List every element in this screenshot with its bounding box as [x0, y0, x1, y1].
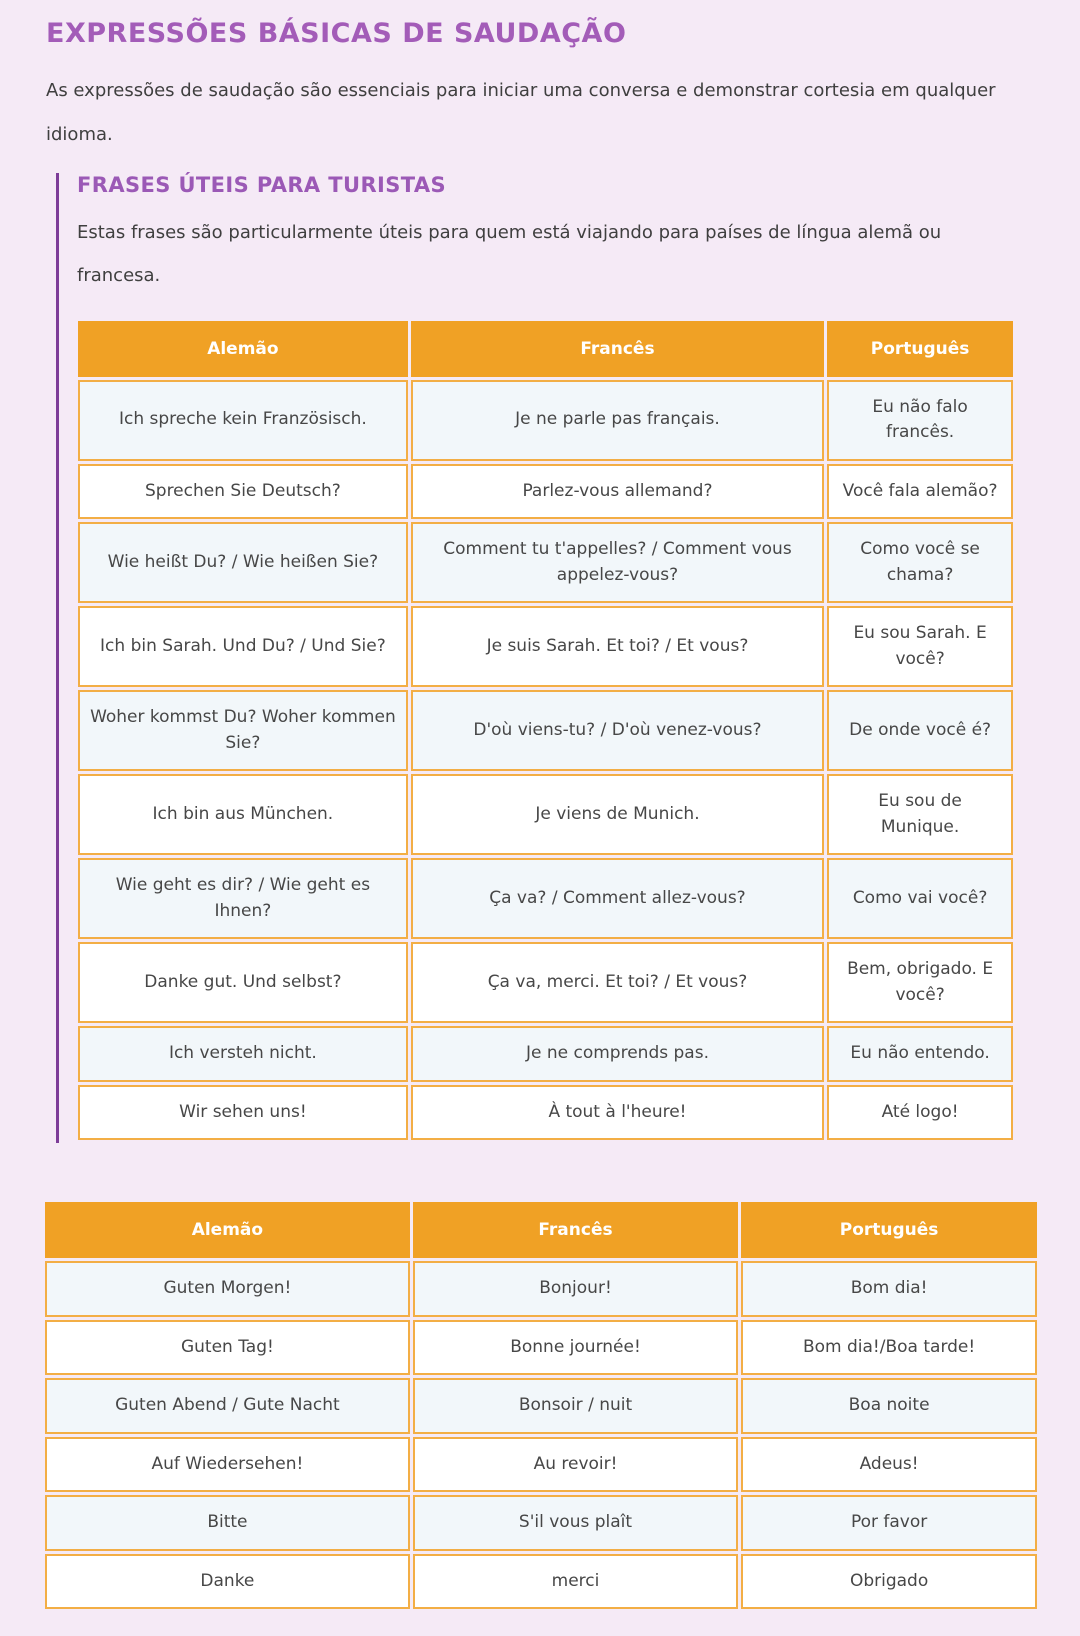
table-cell: Au revoir! [413, 1437, 738, 1493]
section-heading: FRASES ÚTEIS PARA TURISTAS [77, 173, 447, 198]
table-cell: Comment tu t'appelles? / Comment vous appelez-vous? [411, 522, 824, 603]
table-cell: S'il vous plaît [413, 1495, 738, 1551]
column-header: Português [741, 1202, 1037, 1258]
table-cell: Guten Morgen! [45, 1261, 410, 1317]
table-cell: Por favor [741, 1495, 1037, 1551]
table-cell: merci [413, 1554, 738, 1610]
table-row [78, 380, 1013, 461]
table-cell: Como vai você? [827, 858, 1013, 939]
table-row [78, 774, 1013, 855]
table-row [78, 942, 1013, 1023]
table-cell: Eu não falo francês. [827, 380, 1013, 461]
table-cell: Auf Wiedersehen! [45, 1437, 410, 1493]
intro-paragraph: As expressões de saudação são essenciais para iniciar uma conversa e demonstrar cortesia em qualquer idioma. [46, 80, 996, 146]
table-row [45, 1378, 1037, 1434]
table-row [45, 1261, 1037, 1317]
table-cell: Wie heißt Du? / Wie heißen Sie? [78, 522, 408, 603]
table-cell: Boa noite [741, 1378, 1037, 1434]
table-header-row [45, 1202, 1037, 1258]
table-cell: Wie geht es dir? / Wie geht es Ihnen? [78, 858, 408, 939]
table-cell: Guten Tag! [45, 1320, 410, 1376]
table-cell: Sprechen Sie Deutsch? [78, 464, 408, 520]
column-header: Alemão [78, 321, 408, 377]
table-cell: De onde você é? [827, 690, 1013, 771]
table-row [78, 606, 1013, 687]
table-cell: Ich bin Sarah. Und Du? / Und Sie? [78, 606, 408, 687]
table-cell: D'où viens-tu? / D'où venez-vous? [411, 690, 824, 771]
table-spacer [42, 1169, 1040, 1199]
table-cell: Guten Abend / Gute Nacht [45, 1378, 410, 1434]
table-cell: Eu sou Sarah. E você? [827, 606, 1013, 687]
table-cell: Danke gut. Und selbst? [78, 942, 408, 1023]
table-cell: Parlez-vous allemand? [411, 464, 824, 520]
table-cell: Bonjour! [413, 1261, 738, 1317]
table-cell: Woher kommst Du? Woher kommen Sie? [78, 690, 408, 771]
table-row [78, 522, 1013, 603]
table-cell: Eu sou de Munique. [827, 774, 1013, 855]
table-cell: Je suis Sarah. Et toi? / Et vous? [411, 606, 824, 687]
table-row [45, 1437, 1037, 1493]
table-cell: Ich bin aus München. [78, 774, 408, 855]
table-cell: Obrigado [741, 1554, 1037, 1610]
table-cell: Bonsoir / nuit [413, 1378, 738, 1434]
table-cell: Bitte [45, 1495, 410, 1551]
table-cell: Ça va, merci. Et toi? / Et vous? [411, 942, 824, 1023]
table-cell: Adeus! [741, 1437, 1037, 1493]
greetings-table [42, 1199, 1040, 1612]
table-header-row [78, 321, 1013, 377]
table-row [45, 1554, 1037, 1610]
table-cell: Je ne comprends pas. [411, 1026, 824, 1082]
table-cell: Como você se chama? [827, 522, 1013, 603]
column-header: Português [827, 321, 1013, 377]
column-header: Alemão [45, 1202, 410, 1258]
table-cell: Ich versteh nicht. [78, 1026, 408, 1082]
table-cell: À tout à l'heure! [411, 1085, 824, 1141]
tourist-phrases-table [75, 318, 1016, 1144]
table-row [78, 690, 1013, 771]
table-cell: Bom dia!/Boa tarde! [741, 1320, 1037, 1376]
column-header: Francês [411, 321, 824, 377]
table-cell: Wir sehen uns! [78, 1085, 408, 1141]
table-cell: Bom dia! [741, 1261, 1037, 1317]
table-row [45, 1495, 1037, 1551]
table-cell: Bonne journée! [413, 1320, 738, 1376]
table-cell: Até logo! [827, 1085, 1013, 1141]
table-row [78, 1026, 1013, 1082]
column-header: Francês [413, 1202, 738, 1258]
table-cell: Ça va? / Comment allez-vous? [411, 858, 824, 939]
table-cell: Você fala alemão? [827, 464, 1013, 520]
table-row [45, 1320, 1037, 1376]
table-cell: Je viens de Munich. [411, 774, 824, 855]
table-cell: Eu não entendo. [827, 1026, 1013, 1082]
table-row [78, 464, 1013, 520]
table-cell: Je ne parle pas français. [411, 380, 824, 461]
table-row [78, 858, 1013, 939]
tourist-phrases-section [56, 173, 1016, 1143]
table-row [78, 1085, 1013, 1141]
table-cell: Danke [45, 1554, 410, 1610]
section-description: Estas frases são particularmente úteis para quem está viajando para países de língua alemã ou francesa. [77, 222, 942, 287]
table-cell: Ich spreche kein Französisch. [78, 380, 408, 461]
table-cell: Bem, obrigado. E você? [827, 942, 1013, 1023]
page-title: EXPRESSÕES BÁSICAS DE SAUDAÇÃO [46, 18, 627, 49]
